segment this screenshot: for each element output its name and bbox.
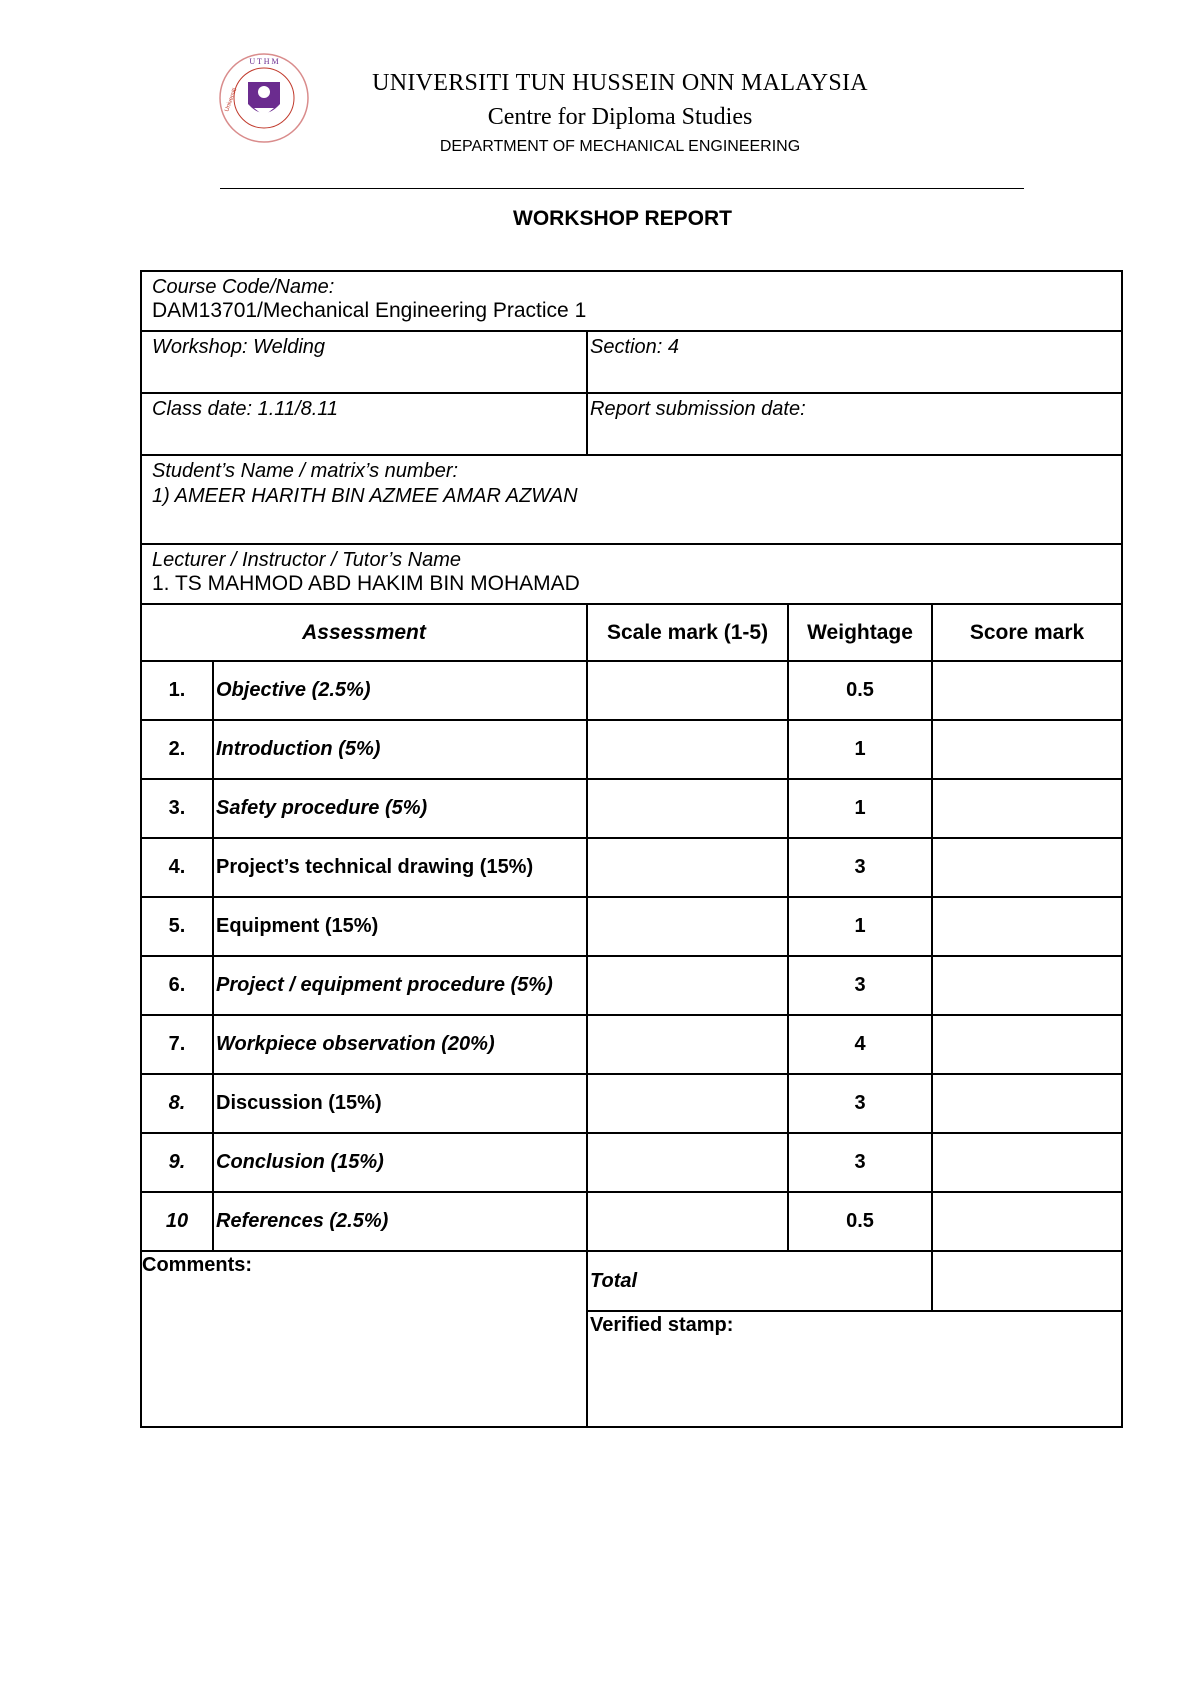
header-divider — [220, 188, 1024, 189]
table-row — [141, 897, 1122, 956]
class-date-text: Class date: 1.11/8.11 — [152, 398, 339, 420]
row-number: 4. — [141, 838, 213, 897]
student-label: Student’s Name / matrix’s number: — [152, 460, 459, 482]
row-item: Safety procedure (5%) — [213, 779, 587, 838]
score-mark-cell[interactable] — [932, 661, 1122, 720]
row-number: 5. — [141, 897, 213, 956]
course-value: DAM13701/Mechanical Engineering Practice 1 — [152, 299, 587, 322]
row-item: Workpiece observation (20%) — [213, 1015, 587, 1074]
class-date-cell — [141, 393, 587, 455]
table-row — [141, 838, 1122, 897]
total-label-cell — [587, 1251, 932, 1311]
report-title: WORKSHOP REPORT — [513, 207, 732, 230]
workshop-text: Workshop: Welding — [152, 336, 326, 358]
report-form — [140, 270, 1119, 1428]
row-number: 7. — [141, 1015, 213, 1074]
score-mark-cell[interactable] — [932, 1133, 1122, 1192]
assessment-header-row — [141, 604, 1122, 661]
table-row — [141, 661, 1122, 720]
scale-mark-cell[interactable] — [587, 779, 788, 838]
score-mark-cell[interactable] — [932, 956, 1122, 1015]
table-row — [141, 720, 1122, 779]
score-mark-cell[interactable] — [932, 779, 1122, 838]
course-label: Course Code/Name: — [152, 276, 335, 298]
row-number: 9. — [141, 1133, 213, 1192]
scale-mark-cell[interactable] — [587, 1015, 788, 1074]
weightage-cell: 0.5 — [788, 661, 932, 720]
department-name: DEPARTMENT OF MECHANICAL ENGINEERING — [439, 138, 801, 155]
row-item: Conclusion (15%) — [213, 1133, 587, 1192]
row-item: References (2.5%) — [213, 1192, 587, 1251]
weightage-cell: 3 — [788, 1133, 932, 1192]
score-mark-cell[interactable] — [932, 897, 1122, 956]
scale-mark-cell[interactable] — [587, 1192, 788, 1251]
centre-name: Centre for Diploma Studies — [487, 104, 753, 130]
table-row — [141, 1192, 1122, 1251]
row-item: Introduction (5%) — [213, 720, 587, 779]
table-row — [141, 1074, 1122, 1133]
table-row — [141, 779, 1122, 838]
weightage-cell: 3 — [788, 838, 932, 897]
weightage-cell: 4 — [788, 1015, 932, 1074]
uthm-logo — [218, 52, 310, 144]
info-table — [140, 270, 1123, 605]
score-mark-cell[interactable] — [932, 838, 1122, 897]
verified-stamp-label: Verified stamp: — [590, 1314, 734, 1336]
score-mark-cell[interactable] — [932, 720, 1122, 779]
scale-mark-cell[interactable] — [587, 838, 788, 897]
lecturer-label: Lecturer / Instructor / Tutor’s Name — [152, 549, 461, 571]
header-weightage: Weightage — [788, 604, 932, 661]
total-label: Total — [590, 1269, 638, 1292]
weightage-cell: 3 — [788, 1074, 932, 1133]
section-text: Section: 4 — [590, 336, 679, 358]
row-item: Equipment (15%) — [213, 897, 587, 956]
row-number: 2. — [141, 720, 213, 779]
score-mark-cell[interactable] — [932, 1015, 1122, 1074]
svg-text:Universiti: Universiti — [224, 87, 239, 113]
scale-mark-cell[interactable] — [587, 897, 788, 956]
row-item: Project’s technical drawing (15%) — [213, 838, 587, 897]
table-row — [141, 1015, 1122, 1074]
row-number: 6. — [141, 956, 213, 1015]
submission-date-cell[interactable] — [587, 393, 1122, 455]
weightage-cell: 0.5 — [788, 1192, 932, 1251]
weightage-cell: 3 — [788, 956, 932, 1015]
row-item: Objective (2.5%) — [213, 661, 587, 720]
row-number: 3. — [141, 779, 213, 838]
scale-mark-cell[interactable] — [587, 956, 788, 1015]
course-cell — [141, 271, 1122, 331]
university-name: UNIVERSITI TUN HUSSEIN ONN MALAYSIA — [372, 70, 868, 96]
lecturer-entry: 1. TS MAHMOD ABD HAKIM BIN MOHAMAD — [152, 572, 580, 595]
scale-mark-cell[interactable] — [587, 661, 788, 720]
header-scale-mark: Scale mark (1-5) — [587, 604, 788, 661]
header-assessment: Assessment — [141, 604, 587, 661]
row-item: Discussion (15%) — [213, 1074, 587, 1133]
scale-mark-cell[interactable] — [587, 720, 788, 779]
score-mark-cell[interactable] — [932, 1074, 1122, 1133]
assessment-table — [140, 603, 1123, 1428]
weightage-cell: 1 — [788, 779, 932, 838]
submission-date-label: Report submission date: — [590, 398, 806, 420]
score-mark-cell[interactable] — [932, 1192, 1122, 1251]
verified-stamp-cell[interactable] — [587, 1311, 1122, 1427]
student-entry: 1) AMEER HARITH BIN AZMEE AMAR AZWAN — [152, 485, 578, 507]
section-cell — [587, 331, 1122, 393]
comments-cell[interactable] — [141, 1251, 587, 1427]
student-cell — [141, 455, 1122, 544]
weightage-cell: 1 — [788, 897, 932, 956]
row-number: 8. — [141, 1074, 213, 1133]
weightage-cell: 1 — [788, 720, 932, 779]
workshop-cell — [141, 331, 587, 393]
header-score-mark: Score mark — [932, 604, 1122, 661]
lecturer-cell — [141, 544, 1122, 604]
comments-label: Comments: — [142, 1254, 253, 1276]
table-row — [141, 1133, 1122, 1192]
scale-mark-cell[interactable] — [587, 1133, 788, 1192]
svg-text:U T H M: U T H M — [249, 57, 279, 66]
table-row — [141, 956, 1122, 1015]
scale-mark-cell[interactable] — [587, 1074, 788, 1133]
total-value-cell[interactable] — [932, 1251, 1122, 1311]
row-number: 10 — [141, 1192, 213, 1251]
row-item: Project / equipment procedure (5%) — [213, 956, 587, 1015]
row-number: 1. — [141, 661, 213, 720]
